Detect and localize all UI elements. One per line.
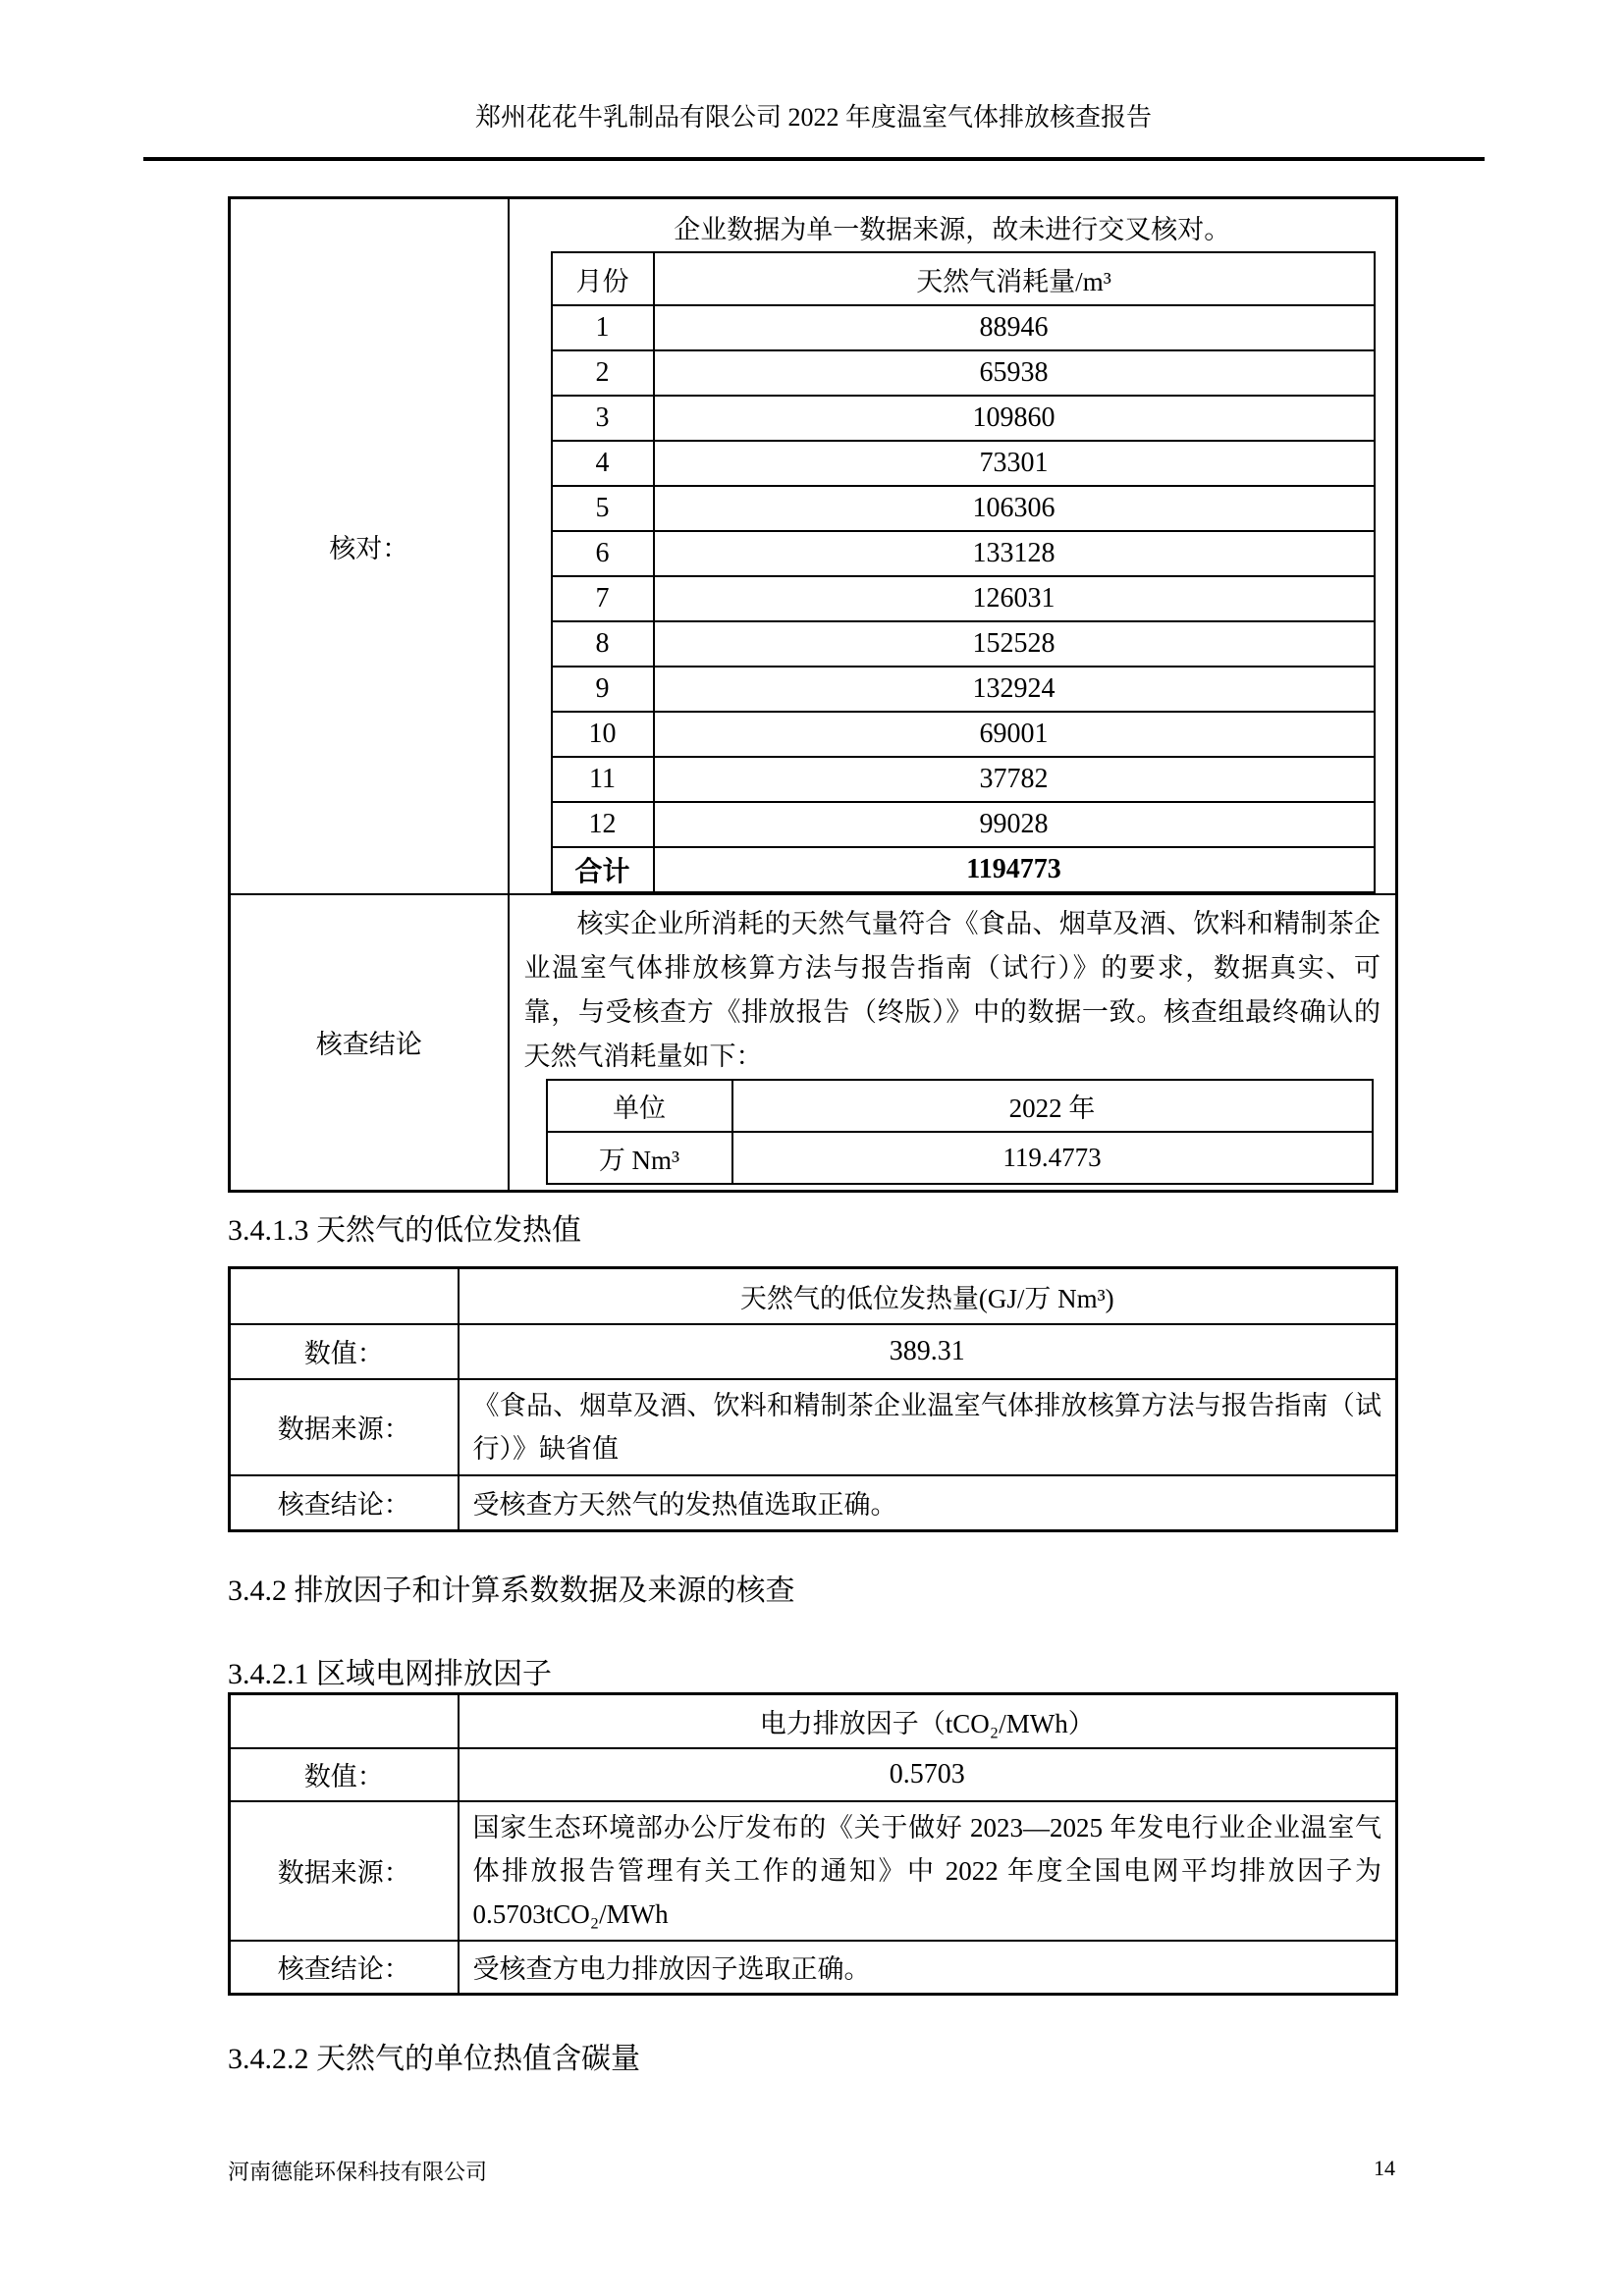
value-cell: 73301 xyxy=(654,441,1375,486)
month-row xyxy=(552,441,1375,486)
month-cell: 4 xyxy=(552,441,654,486)
month-row xyxy=(552,396,1375,441)
month-row xyxy=(552,531,1375,576)
month-cell: 11 xyxy=(552,757,654,802)
ncv-conclusion-row xyxy=(230,1475,1397,1531)
heading-3-4-1-3: 3.4.1.3 天然气的低位发热值 xyxy=(228,1214,581,1247)
value-cell: 65938 xyxy=(654,350,1375,396)
month-row xyxy=(552,712,1375,757)
check-label-cell: 核对： xyxy=(230,198,509,895)
month-cell: 7 xyxy=(552,576,654,621)
ncv-table xyxy=(228,1266,1398,1532)
ef-value: 0.5703 xyxy=(459,1748,1397,1801)
ef-table-header: 电力排放因子（tCO₂/MWh） xyxy=(459,1694,1397,1748)
ef-header-row xyxy=(230,1694,1397,1748)
month-row xyxy=(552,667,1375,712)
month-column-header: 月份 xyxy=(552,252,654,305)
ncv-source: 《食品、烟草及酒、饮料和精制茶企业温室气体排放核算方法与报告指南（试行）》缺省值 xyxy=(459,1379,1397,1475)
ncv-table-header: 天然气的低位发热量(GJ/万 Nm³) xyxy=(459,1268,1397,1324)
value-cell: 37782 xyxy=(654,757,1375,802)
ncv-header-row xyxy=(230,1268,1397,1324)
conclusion-label-cell: 核查结论 xyxy=(230,894,509,1191)
months-header-row xyxy=(552,252,1375,305)
empty-header-cell xyxy=(230,1268,459,1324)
total-value-cell: 1194773 xyxy=(654,847,1375,892)
value-label: 数值： xyxy=(230,1324,459,1379)
month-row xyxy=(552,757,1375,802)
ef-conclusion-row xyxy=(230,1941,1397,1995)
ncv-conclusion: 受核查方天然气的发热值选取正确。 xyxy=(459,1475,1397,1531)
page-footer xyxy=(228,2156,1395,2186)
month-row xyxy=(552,350,1375,396)
value-label: 数值： xyxy=(230,1748,459,1801)
source-label: 数据来源： xyxy=(230,1379,459,1475)
month-cell: 10 xyxy=(552,712,654,757)
conclusion-row xyxy=(230,894,1397,1191)
value-cell: 106306 xyxy=(654,486,1375,531)
month-cell: 6 xyxy=(552,531,654,576)
grid-emission-factor-table xyxy=(228,1692,1398,1996)
conclusion-label: 核查结论： xyxy=(230,1941,459,1995)
ncv-source-row xyxy=(230,1379,1397,1475)
month-cell: 1 xyxy=(552,305,654,350)
footer-page-number: 14 xyxy=(1374,2156,1395,2180)
unit-cell: 万 Nm³ xyxy=(547,1132,732,1184)
month-row xyxy=(552,305,1375,350)
month-row xyxy=(552,621,1375,667)
month-row xyxy=(552,802,1375,847)
month-cell: 2 xyxy=(552,350,654,396)
ef-conclusion: 受核查方电力排放因子选取正确。 xyxy=(459,1941,1397,1995)
value-cell: 152528 xyxy=(654,621,1375,667)
unit-column-header: 单位 xyxy=(547,1080,732,1132)
total-row xyxy=(552,847,1375,892)
empty-header-cell xyxy=(230,1694,459,1748)
check-content-cell xyxy=(509,198,1397,895)
source-label: 数据来源： xyxy=(230,1801,459,1941)
month-row xyxy=(552,486,1375,531)
conclusion-content-cell xyxy=(509,894,1397,1191)
value-cell: 88946 xyxy=(654,305,1375,350)
month-cell: 9 xyxy=(552,667,654,712)
ncv-value: 389.31 xyxy=(459,1324,1397,1379)
check-row xyxy=(230,198,1397,895)
heading-3-4-2-2: 3.4.2.2 天然气的单位热值含碳量 xyxy=(228,2043,640,2075)
unit-value-cell: 119.4773 xyxy=(732,1132,1373,1184)
ef-source: 国家生态环境部办公厅发布的《关于做好 2023—2025 年发电行业企业温室气体排放报告管理有关工作的通知》中 2022 年度全国电网平均排放因子为 0.5703tCO₂/MWh xyxy=(459,1801,1397,1941)
ncv-value-row xyxy=(230,1324,1397,1379)
units-value-row xyxy=(547,1132,1373,1184)
month-cell: 3 xyxy=(552,396,654,441)
footer-company: 河南德能环保科技有限公司 xyxy=(228,2160,488,2184)
conclusion-paragraph: 核实企业所消耗的天然气量符合《食品、烟草及酒、饮料和精制茶企业温室气体排放核算方法与报告指南（试行）》的要求，数据真实、可靠，与受核查方《排放报告（终版）》中的数据一致。核查组最终确认的天然气消耗量如下： xyxy=(523,909,1380,1071)
verification-check-table xyxy=(228,196,1398,1193)
consumption-column-header: 天然气消耗量/m³ xyxy=(654,252,1375,305)
value-cell: 99028 xyxy=(654,802,1375,847)
heading-3-4-2: 3.4.2 排放因子和计算系数数据及来源的核查 xyxy=(228,1575,795,1607)
month-cell: 5 xyxy=(552,486,654,531)
value-cell: 126031 xyxy=(654,576,1375,621)
units-header-row xyxy=(547,1080,1373,1132)
month-row xyxy=(552,576,1375,621)
ef-value-row xyxy=(230,1748,1397,1801)
total-label-cell: 合计 xyxy=(552,847,654,892)
header-divider-rule xyxy=(143,157,1485,161)
month-cell: 12 xyxy=(552,802,654,847)
ef-source-row xyxy=(230,1801,1397,1941)
monthly-gas-consumption-table xyxy=(551,251,1376,893)
conclusion-label: 核查结论： xyxy=(230,1475,459,1531)
year-column-header: 2022 年 xyxy=(732,1080,1373,1132)
value-cell: 133128 xyxy=(654,531,1375,576)
value-cell: 132924 xyxy=(654,667,1375,712)
single-source-note: 企业数据为单一数据来源，故未进行交叉核对。 xyxy=(674,215,1231,244)
value-cell: 109860 xyxy=(654,396,1375,441)
month-cell: 8 xyxy=(552,621,654,667)
heading-3-4-2-1: 3.4.2.1 区域电网排放因子 xyxy=(228,1658,552,1690)
value-cell: 69001 xyxy=(654,712,1375,757)
confirmed-consumption-table xyxy=(546,1079,1374,1185)
page-header-title: 郑州花花牛乳制品有限公司 2022 年度温室气体排放核查报告 xyxy=(474,103,1152,132)
